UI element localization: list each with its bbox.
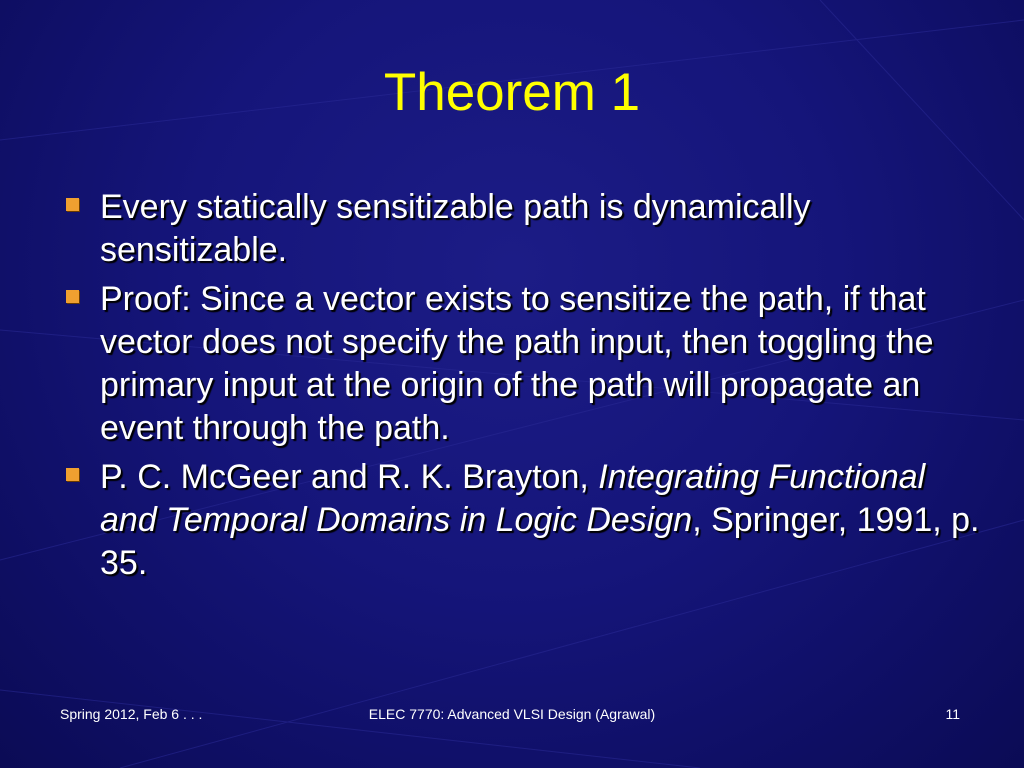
reference-book-title: Integrating Functional and Temporal Domains in Logic Design bbox=[100, 458, 926, 539]
bullet-text bbox=[100, 456, 982, 585]
square-bullet-icon bbox=[66, 468, 79, 481]
slide-title: Theorem 1 bbox=[383, 63, 641, 122]
bullet-text: Every statically sensitizable path is dynamically sensitizable. bbox=[100, 188, 811, 269]
square-bullet-icon bbox=[66, 290, 79, 303]
footer-course: ELEC 7770: Advanced VLSI Design (Agrawal) bbox=[368, 706, 656, 722]
bullet-item bbox=[62, 456, 982, 585]
bullet-item bbox=[62, 278, 982, 450]
reference-publisher: , Springer, 1991, p. 35. bbox=[100, 501, 980, 582]
bullet-list bbox=[62, 186, 982, 591]
bullet-text: Proof: Since a vector exists to sensitize the path, if that vector does not specify the path input, then toggling the primary input at the origin of the path will propagate an event through the path. bbox=[100, 280, 934, 447]
square-bullet-icon bbox=[66, 198, 79, 211]
footer-date: Spring 2012, Feb 6 . . . bbox=[60, 706, 203, 722]
footer-slide-number: 11 bbox=[945, 706, 960, 722]
bullet-item bbox=[62, 186, 982, 272]
reference-authors: P. C. McGeer and R. K. Brayton, bbox=[100, 458, 599, 496]
